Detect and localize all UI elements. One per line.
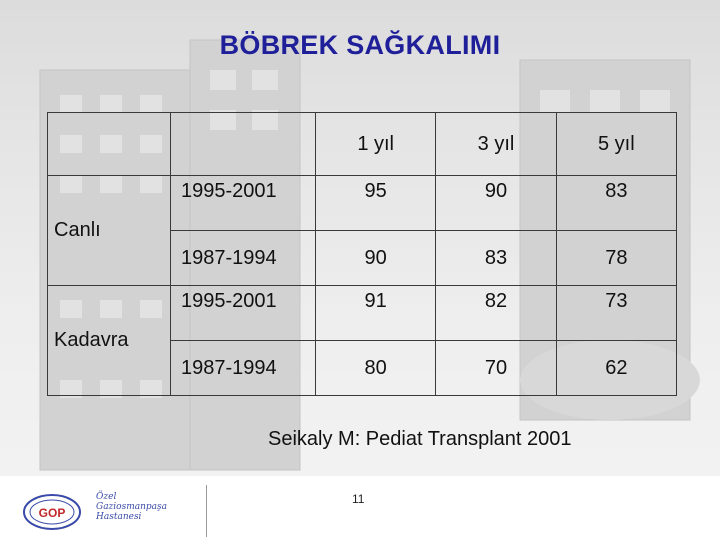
column-header: 5 yıl: [556, 113, 676, 176]
header-blank-cell: [48, 113, 171, 176]
group-label: Kadavra: [48, 286, 171, 396]
table-row: [48, 176, 677, 231]
value-cell: 70: [436, 341, 556, 396]
value-cell: 83: [556, 176, 676, 231]
period-cell: 1995-2001: [171, 176, 316, 231]
value-cell: 80: [316, 341, 436, 396]
logo-text: [96, 492, 167, 522]
value-cell: 90: [436, 176, 556, 231]
value-cell: 95: [316, 176, 436, 231]
logo-line: Hastanesi: [96, 512, 142, 522]
slide-title: BÖBREK SAĞKALIMI: [219, 30, 501, 60]
header-blank-cell: [171, 113, 316, 176]
column-header: 1 yıl: [316, 113, 436, 176]
footer-divider: [206, 485, 207, 537]
group-label: Canlı: [48, 176, 171, 286]
value-cell: 78: [556, 231, 676, 286]
value-cell: 83: [436, 231, 556, 286]
value-cell: 73: [556, 286, 676, 341]
period-cell: 1987-1994: [171, 341, 316, 396]
table-row: [48, 286, 677, 341]
value-cell: 90: [316, 231, 436, 286]
table-header-row: [48, 113, 677, 176]
hospital-logo-icon: [22, 492, 82, 532]
survival-table: [47, 112, 677, 396]
period-cell: 1987-1994: [171, 231, 316, 286]
value-cell: 82: [436, 286, 556, 341]
logo-line: Gaziosmanpaşa: [96, 502, 168, 512]
logo-line: Özel: [96, 492, 117, 502]
logo-badge-text: GOP: [38, 506, 66, 520]
page-number: 11: [352, 492, 365, 506]
value-cell: 91: [316, 286, 436, 341]
citation-text: Seikaly M: Pediat Transplant 2001: [268, 428, 572, 450]
period-cell: 1995-2001: [171, 286, 316, 341]
column-header: 3 yıl: [436, 113, 556, 176]
value-cell: 62: [556, 341, 676, 396]
